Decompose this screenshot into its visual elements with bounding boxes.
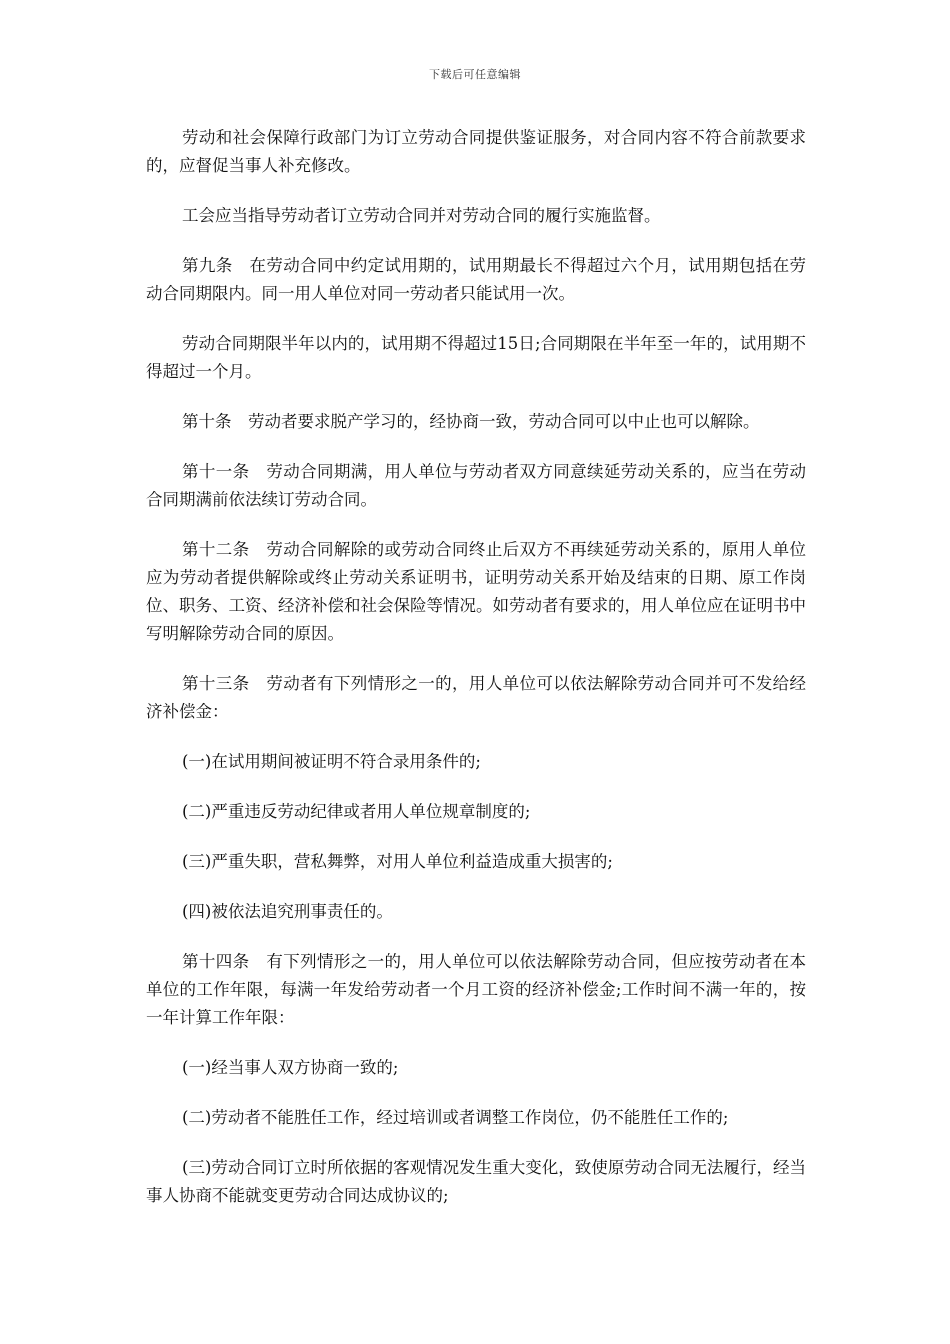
list-item: (二)严重违反劳动纪律或者用人单位规章制度的; — [182, 802, 531, 821]
list-item: (三)严重失职，营私舞弊，对用人单位利益造成重大损害的; — [182, 852, 613, 871]
header-note: 下载后可任意编辑 — [429, 68, 521, 81]
article-13: 第十三条 劳动者有下列情形之一的，用人单位可以依法解除劳动合同并可不发给经济补偿金： — [146, 674, 806, 721]
paragraph: 工会应当指导劳动者订立劳动合同并对劳动合同的履行实施监督。 — [182, 206, 661, 225]
list-item: (一)在试用期间被证明不符合录用条件的; — [182, 752, 481, 771]
paragraph: 劳动合同期限半年以内的，试用期不得超过15日;合同期限在半年至一年的，试用期不得超过一个月。 — [146, 334, 806, 381]
article-11: 第十一条 劳动合同期满，用人单位与劳动者双方同意续延劳动关系的，应当在劳动合同期满前依法续订劳动合同。 — [146, 462, 806, 509]
list-item: (三)劳动合同订立时所依据的客观情况发生重大变化，致使原劳动合同无法履行，经当事人协商不能就变更劳动合同达成协议的; — [146, 1158, 806, 1205]
article-10: 第十条 劳动者要求脱产学习的，经协商一致，劳动合同可以中止也可以解除。 — [182, 412, 760, 431]
article-9: 第九条 在劳动合同中约定试用期的，试用期最长不得超过六个月，试用期包括在劳动合同期限内。同一用人单位对同一劳动者只能试用一次。 — [146, 256, 806, 303]
document-body — [146, 124, 806, 1232]
article-12: 第十二条 劳动合同解除的或劳动合同终止后双方不再续延劳动关系的，原用人单位应为劳动者提供解除或终止劳动关系证明书，证明劳动关系开始及结束的日期、原工作岗位、职务、工资、经济补偿和社会保险等情况。如劳动者有要求的，用人单位应在证明书中写明解除劳动合同的原因。 — [146, 540, 806, 643]
list-item: (四)被依法追究刑事责任的。 — [182, 902, 393, 921]
list-item: (二)劳动者不能胜任工作，经过培训或者调整工作岗位，仍不能胜任工作的; — [182, 1108, 729, 1127]
article-14: 第十四条 有下列情形之一的，用人单位可以依法解除劳动合同，但应按劳动者在本单位的工作年限，每满一年发给劳动者一个月工资的经济补偿金;工作时间不满一年的，按一年计算工作年限： — [146, 952, 806, 1027]
list-item: (一)经当事人双方协商一致的; — [182, 1058, 399, 1077]
paragraph: 劳动和社会保障行政部门为订立劳动合同提供鉴证服务，对合同内容不符合前款要求的，应督促当事人补充修改。 — [146, 128, 806, 175]
